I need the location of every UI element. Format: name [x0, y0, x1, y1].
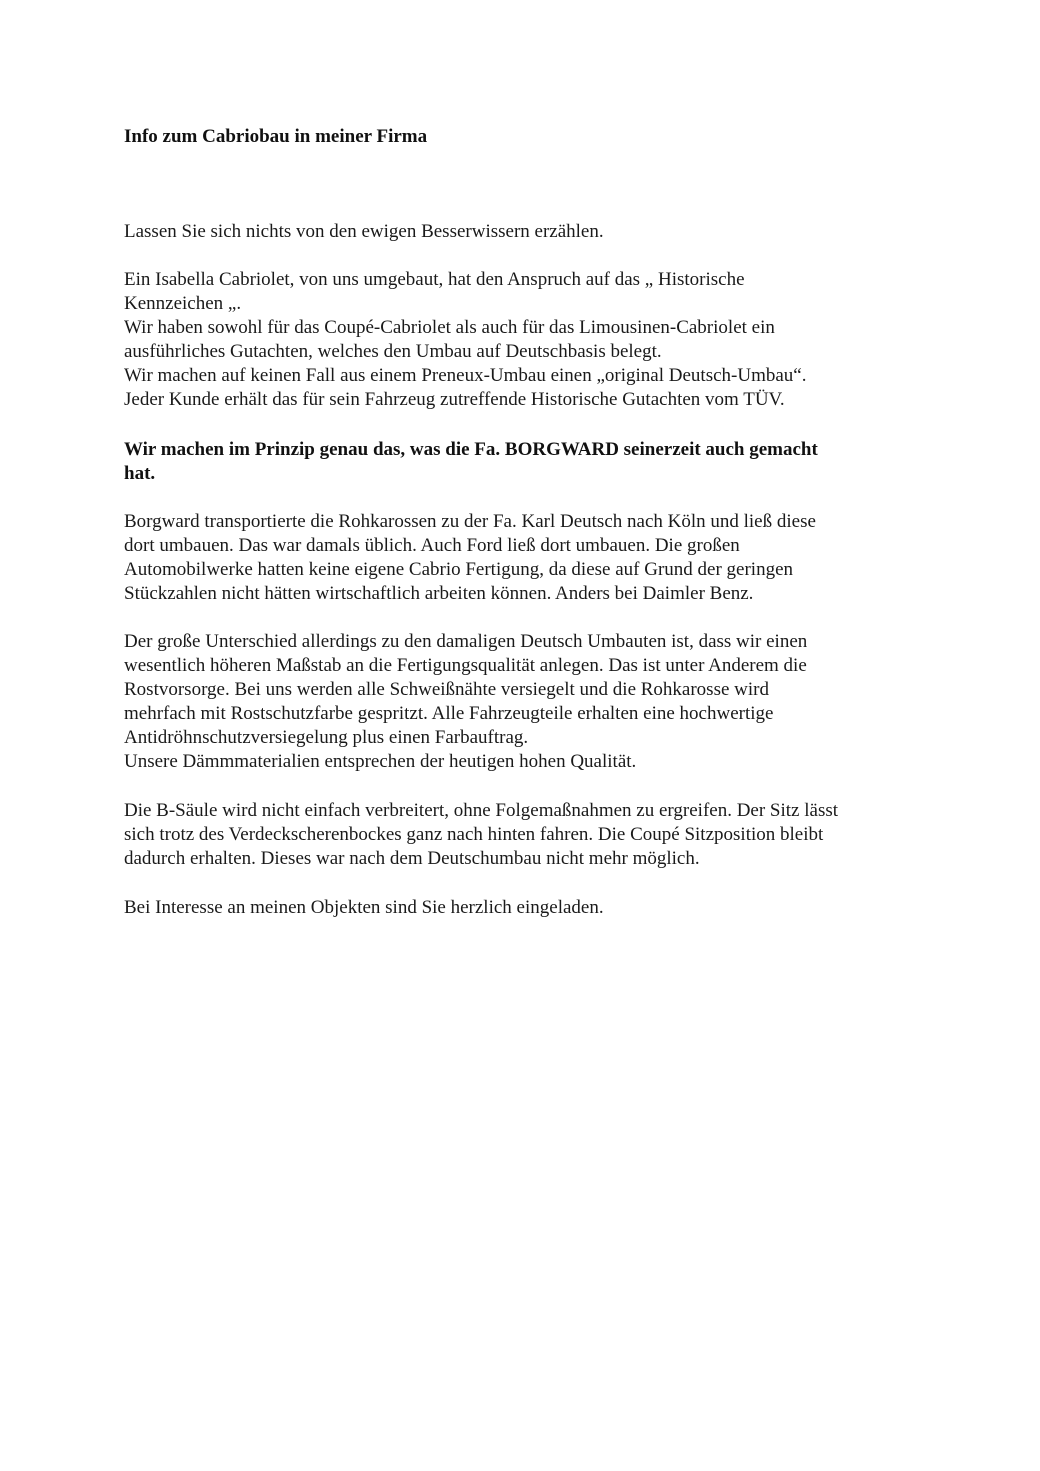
paragraph-line: Wir haben sowohl für das Coupé-Cabriolet als auch für das Limousinen-Cabriolet ein	[124, 317, 775, 338]
paragraph-line: wesentlich höheren Maßstab an die Fertigungsqualität anlegen. Das ist unter Anderem die	[124, 655, 807, 676]
paragraph-historic-plate	[124, 268, 934, 412]
paragraph-line: Stückzahlen nicht hätten wirtschaftlich arbeiten können. Anders bei Daimler Benz.	[124, 583, 754, 604]
paragraph-line: Die B-Säule wird nicht einfach verbreitert, ohne Folgemaßnahmen zu ergreifen. Der Sitz lässt	[124, 800, 839, 821]
paragraph-line: Jeder Kunde erhält das für sein Fahrzeug zutreffende Historische Gutachten vom TÜV.	[124, 389, 785, 410]
paragraph-line: Automobilwerke hatten keine eigene Cabrio Fertigung, da diese auf Grund der geringen	[124, 559, 794, 580]
paragraph-line: Wir machen auf keinen Fall aus einem Preneux-Umbau einen „original Deutsch-Umbau“.	[124, 365, 807, 386]
paragraph-line: dadurch erhalten. Dieses war nach dem Deutschumbau nicht mehr möglich.	[124, 848, 700, 869]
paragraph-line: Bei Interesse an meinen Objekten sind Sie herzlich eingeladen.	[124, 897, 604, 918]
paragraph-line: Der große Unterschied allerdings zu den damaligen Deutsch Umbauten ist, dass wir einen	[124, 631, 808, 652]
paragraph-line: Borgward transportierte die Rohkarossen zu der Fa. Karl Deutsch nach Köln und ließ diese	[124, 511, 816, 532]
paragraph-line: Lassen Sie sich nichts von den ewigen Besserwissern erzählen.	[124, 221, 604, 242]
paragraph-borgward-principle	[124, 438, 934, 486]
paragraph-quality	[124, 630, 934, 774]
paragraph-line: Antidröhnschutzversiegelung plus einen Farbauftrag.	[124, 727, 529, 748]
paragraph-line: dort umbauen. Das war damals üblich. Auch Ford ließ dort umbauen. Die großen	[124, 535, 740, 556]
document-title: Info zum Cabriobau in meiner Firma	[124, 126, 428, 147]
paragraph-line: hat.	[124, 463, 156, 484]
paragraph-line: mehrfach mit Rostschutzfarbe gespritzt. Alle Fahrzeugteile erhalten eine hochwertige	[124, 703, 774, 724]
paragraph-line: Rostvorsorge. Bei uns werden alle Schweißnähte versiegelt und die Rohkarosse wird	[124, 679, 769, 700]
paragraph-history	[124, 510, 934, 606]
paragraph-line: Kennzeichen „.	[124, 293, 242, 314]
paragraph-intro	[124, 220, 934, 244]
paragraph-line: Unsere Dämmmaterialien entsprechen der heutigen hohen Qualität.	[124, 751, 637, 772]
paragraph-line: Wir machen im Prinzip genau das, was die Fa. BORGWARD seinerzeit auch gemacht	[124, 439, 818, 460]
paragraph-invitation	[124, 896, 934, 920]
paragraph-b-pillar	[124, 799, 934, 871]
paragraph-line: ausführliches Gutachten, welches den Umbau auf Deutschbasis belegt.	[124, 341, 662, 362]
paragraph-line: Ein Isabella Cabriolet, von uns umgebaut, hat den Anspruch auf das „ Historische	[124, 269, 745, 290]
paragraph-line: sich trotz des Verdeckscherenbockes ganz nach hinten fahren. Die Coupé Sitzposition bleibt	[124, 824, 824, 845]
